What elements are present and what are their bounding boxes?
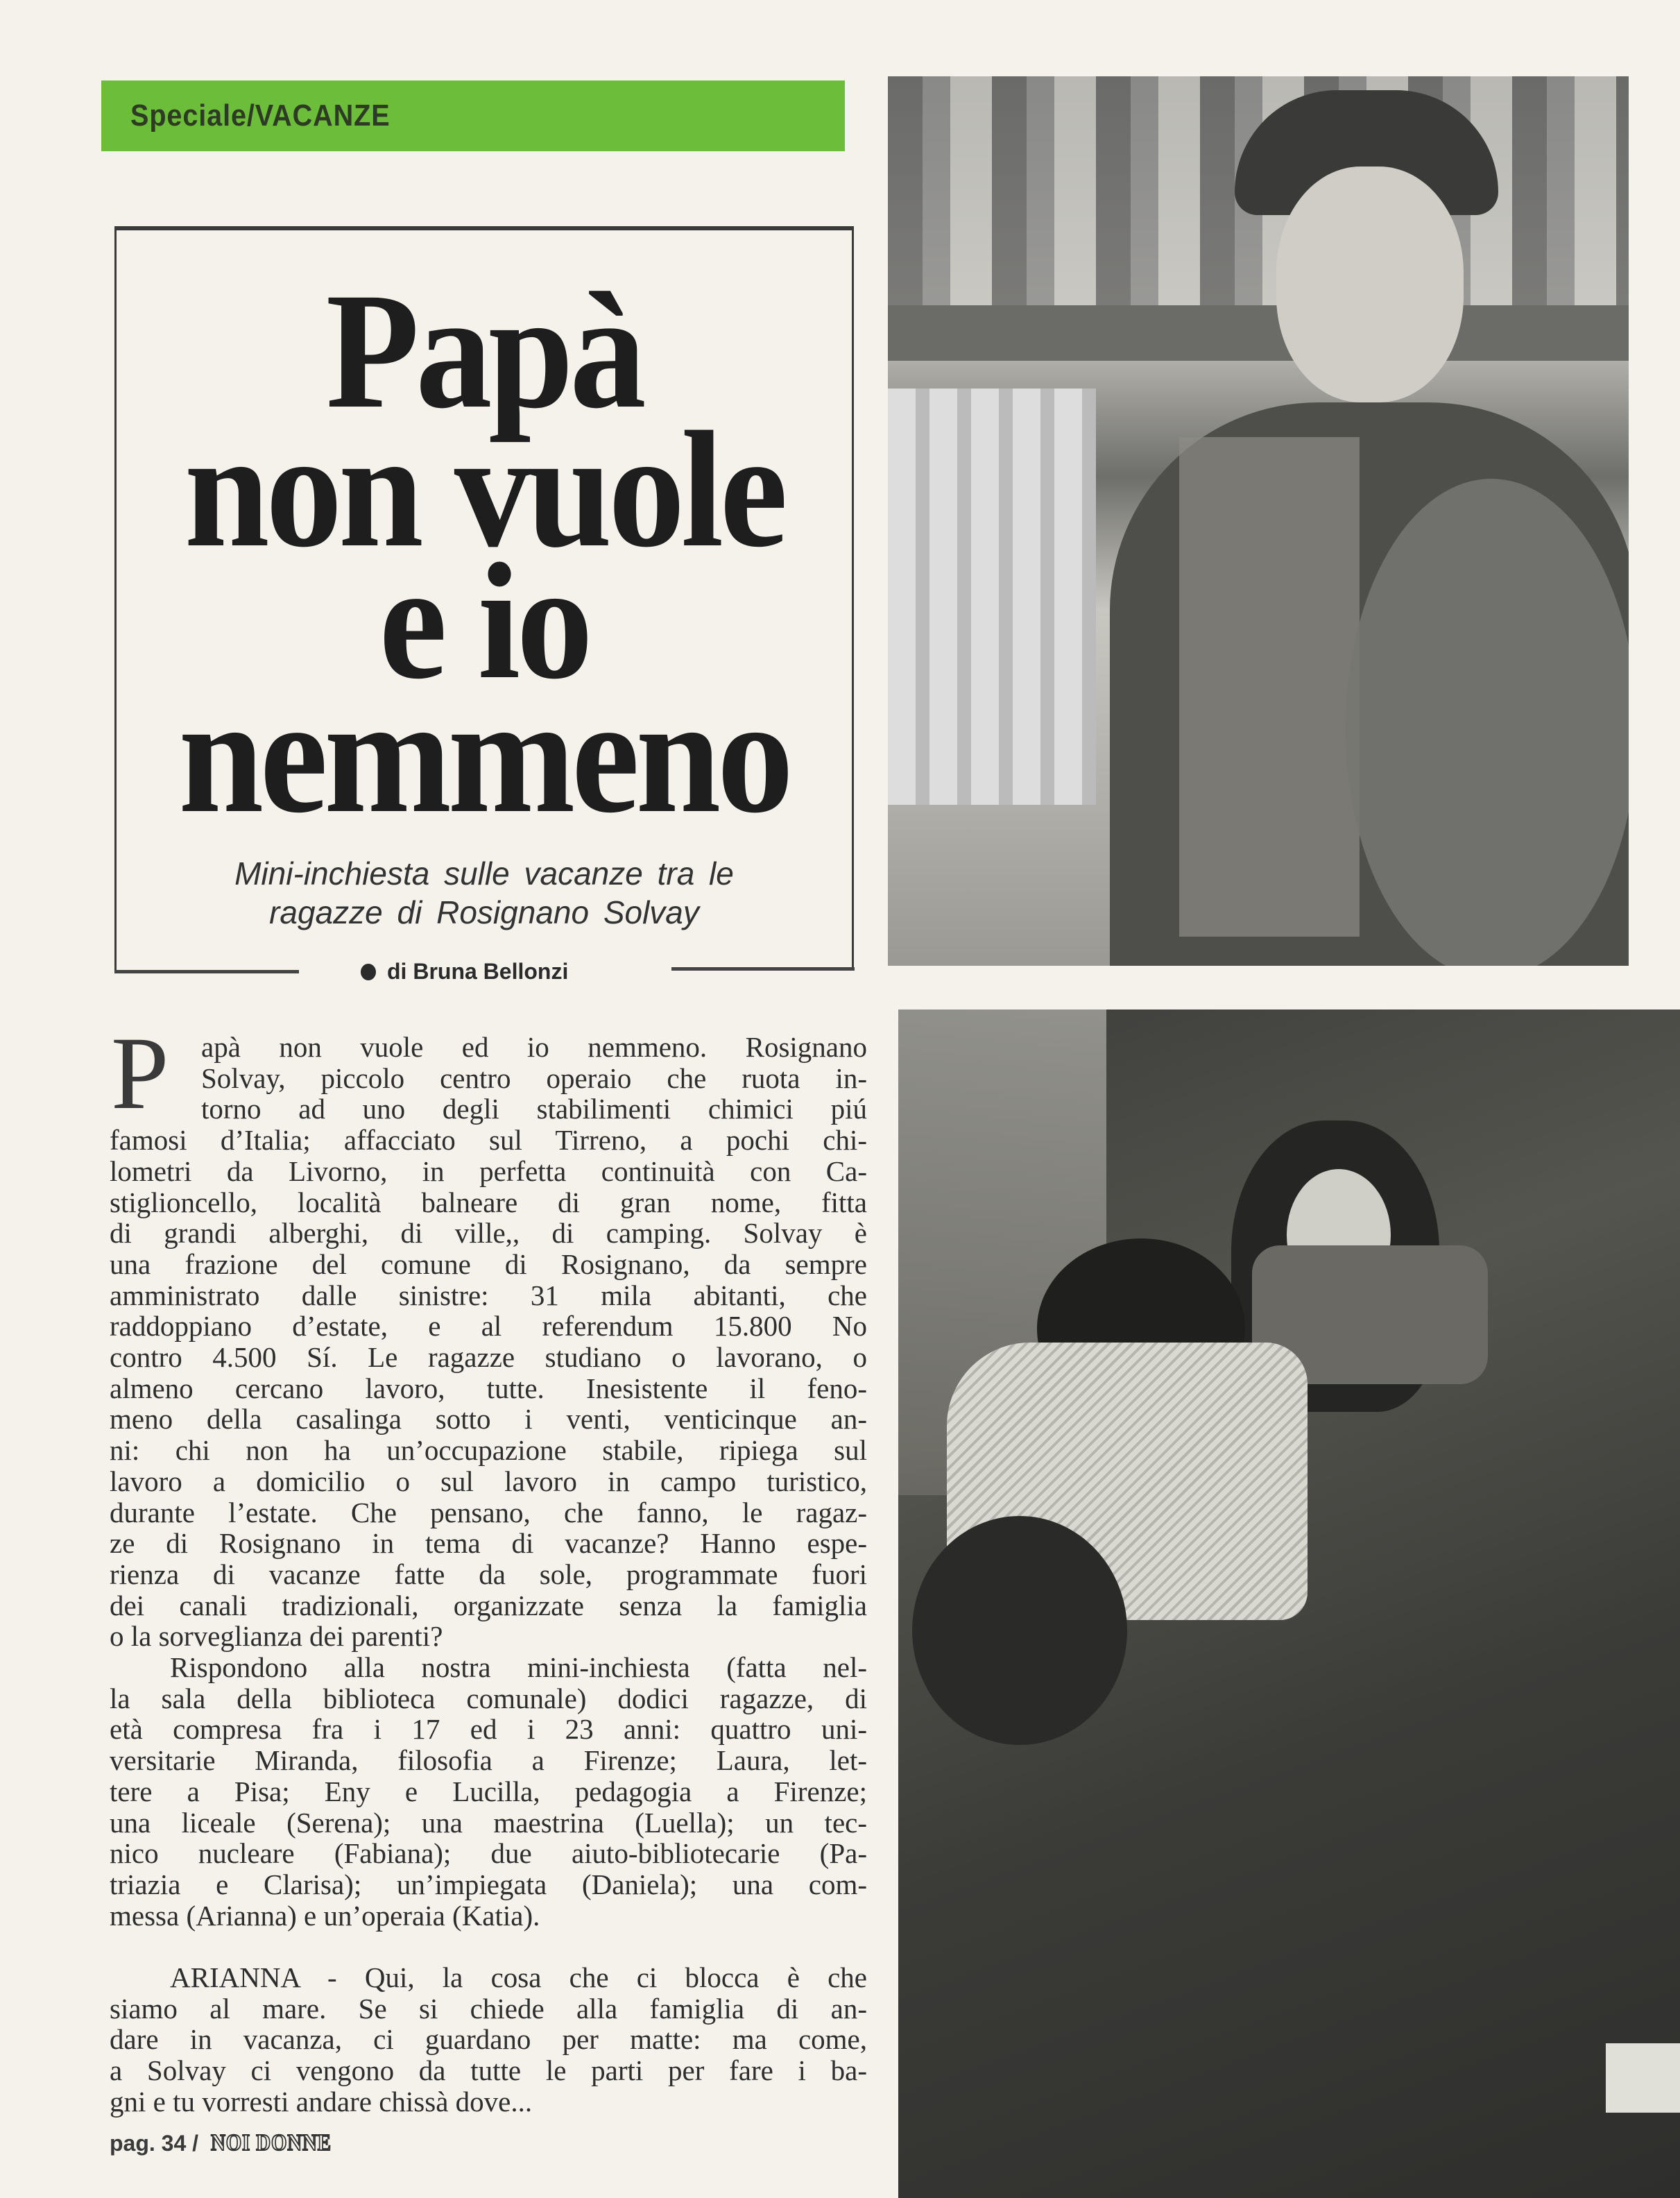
body-text-line: gni e tu vorresti andare chissà dove... [110,2085,533,2118]
body-text-line: stiglioncello, località balneare di gran nome, fitta [110,1186,867,1218]
section-banner [101,80,845,151]
body-text-line: Rispondono alla nostra mini-inchiesta (fatta nel- [170,1651,867,1683]
body-text-line: a Solvay ci vengono da tutte le parti per fare i ba- [110,2054,867,2087]
author: di Bruna Bellonzi [387,959,569,984]
section-label: Speciale/VACANZE [130,99,391,133]
body-text-line: meno della casalinga sotto i venti, venticinque an- [110,1403,867,1435]
headline-line: e io [379,529,590,713]
body-text-line: lavoro a domicilio o sul lavoro in campo turistico, [110,1465,867,1497]
body-text-line: durante l’estate. Che pensano, che fanno, le ragaz- [110,1496,867,1528]
bullet-icon [361,964,376,980]
body-text-line: nico nucleare (Fabiana); due aiuto-bibliotecarie (Pa- [110,1837,867,1870]
body-text-line: famosi d’Italia; affacciato sul Tirreno, a pochi chi- [110,1124,867,1157]
headline-line: non vuole [184,397,785,581]
body-text-line: o la sorveglianza dei parenti? [110,1620,443,1653]
body-text-line: ni: chi non ha un’occupazione stabile, ripiega sul [110,1434,867,1467]
body-text-line: siamo al mare. Se si chiede alla famiglia di an- [110,1992,867,2025]
title-box-top-rule [114,226,854,230]
body-text-line: messa (Arianna) e un’operaia (Katia). [110,1899,540,1932]
body-text-line: ARIANNA - Qui, la cosa che ci blocca è che [170,1961,867,1993]
body-text-line: raddoppiano d’estate, e al referendum 15.800 No [110,1310,867,1343]
body-text-line: tere a Pisa; Eny e Lucilla, pedagogia a Firenze; [110,1775,867,1807]
headline-line: Papà [325,258,643,443]
byline-rule-left [114,970,299,973]
body-text-line: Solvay, piccolo centro operaio che ruota in- [201,1062,867,1094]
body-text-line: contro 4.500 Sí. Le ragazze studiano o lavorano, o [110,1341,867,1373]
page-number: pag. 34 / [110,2130,199,2156]
photo-woman-headscarf [888,76,1629,966]
body-text-line: dei canali tradizionali, organizzate senza la famiglia [110,1589,867,1621]
subtitle-line: Mini-inchiesta sulle vacanze tra le [234,855,734,892]
photo-girls-at-table [898,1009,1680,2198]
body-text-line: rienza di vacanze fatte da sole, programmate fuori [110,1558,867,1590]
body-text-line: età compresa fra i 17 ed i 23 anni: quattro uni- [110,1713,867,1746]
body-text-line: torno ad uno degli stabilimenti chimici piú [201,1093,867,1125]
body-text-line: apà non vuole ed io nemmeno. Rosignano [201,1031,867,1063]
body-text-line: lometri da Livorno, in perfetta continuità con Ca- [110,1155,867,1187]
headline-line: nemmeno [178,663,790,847]
page-footer [110,2130,353,2156]
byline [361,959,568,985]
body-text-line: ze di Rosignano in tema di vacanze? Hanno espe- [110,1527,867,1560]
byline-rule-right [671,967,855,971]
body-text-line: almeno cercano lavoro, tutte. Inesistente il feno- [110,1372,867,1404]
body-text-line: amministrato dalle sinistre: 31 mila abitanti, che [110,1279,867,1311]
magazine-logo: NOI DONNE [211,2130,332,2156]
subtitle-line: ragazze di Rosignano Solvay [269,894,699,930]
body-text-line: triazia e Clarisa); un’impiegata (Daniela); una com- [110,1868,867,1900]
body-text-line: una liceale (Serena); una maestrina (Luella); un tec- [110,1806,867,1839]
drop-cap: P [111,1016,169,1131]
body-text-line: la sala della biblioteca comunale) dodici ragazze, di [110,1682,867,1714]
body-text-line: dare in vacanza, ci guardano per matte: ma come, [110,2023,867,2056]
body-text-line: una frazione del comune di Rosignano, da sempre [110,1247,867,1280]
body-text-line: versitarie Miranda, filosofia a Firenze; Laura, let- [110,1744,867,1777]
body-text-line: di grandi alberghi, di ville,, di camping. Solvay è [110,1217,867,1250]
